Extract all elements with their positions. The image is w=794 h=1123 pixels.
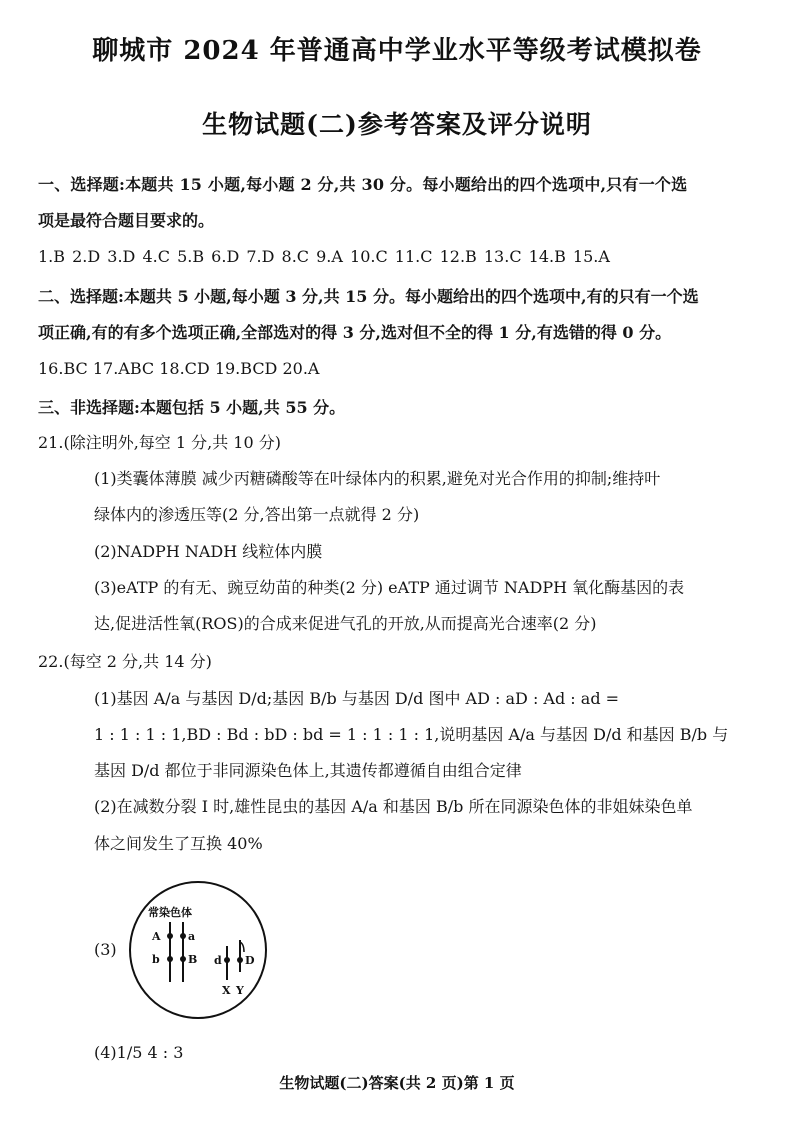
q22-answer-1c: 基因 D/d 都位于非同源染色体上,其遗传都遵循自由组合定律 [94, 761, 522, 780]
gene-B: B [188, 953, 198, 966]
locus-B [180, 956, 186, 962]
section1-heading-cont: 项是最符合题目要求的。 [38, 211, 215, 230]
q22-title: 22.(每空 2 分,共 14 分) [38, 652, 212, 671]
cell-outline [130, 882, 266, 1018]
autosome-label: 常染色体 [148, 906, 192, 919]
q22-answer-2a: (2)在减数分裂 I 时,雄性昆虫的基因 A/a 和基因 B/b 所在同源染色体的非姐妹染色单 [94, 797, 693, 816]
q22-answer-3-label: (3) [94, 940, 117, 959]
section2-heading-cont: 项正确,有的有多个选项正确,全部选对的得 3 分,选对但不全的得 1 分,有选错的得 0 分。 [38, 323, 672, 342]
q21-answer-3b: 达,促进活性氧(ROS)的合成来促进气孔的开放,从而提高光合速率(2 分) [94, 614, 597, 633]
chrom-X-label: X [222, 984, 231, 997]
document-subtitle: 生物试题(二)参考答案及评分说明 [202, 110, 592, 139]
q21-title: 21.(除注明外,每空 1 分,共 10 分) [38, 433, 281, 452]
q21-answer-1b: 绿体内的渗透压等(2 分,答出第一点就得 2 分) [94, 505, 420, 524]
gene-A: A [152, 930, 161, 943]
chrom-Y-label: Y [236, 984, 244, 997]
locus-b [167, 956, 173, 962]
locus-D [237, 957, 243, 963]
q22-answer-1b: 1 : 1 : 1 : 1,BD : Bd : bD : bd = 1 : 1 : 1 : 1,说明基因 A/a 与基因 D/d 和基因 B/b 与 [94, 725, 729, 744]
section1-answers: 1.B 2.D 3.D 4.C 5.B 6.D 7.D 8.C 9.A 10.C 11.C 12.B 13.C 14.B 15.A [38, 247, 610, 266]
q21-answer-3a: (3)eATP 的有无、豌豆幼苗的种类(2 分) eATP 通过调节 NADPH 氧化酶基因的表 [94, 578, 685, 597]
locus-A [167, 933, 173, 939]
section1-heading: 一、选择题:本题共 15 小题,每小题 2 分,共 30 分。每小题给出的四个选项中,只有一个选 [38, 175, 688, 194]
q22-answer-2b: 体之间发生了互换 40% [94, 834, 263, 853]
section2-heading: 二、选择题:本题共 5 小题,每小题 3 分,共 15 分。每小题给出的四个选项中,有的只有一个选 [38, 287, 699, 306]
page-footer: 生物试题(二)答案(共 2 页)第 1 页 [279, 1074, 515, 1092]
document-title: 聊城市 2024 年普通高中学业水平等级考试模拟卷 [92, 36, 702, 66]
q21-answer-1a: (1)类囊体薄膜 减少丙糖磷酸等在叶绿体内的积累,避免对光合作用的抑制;维持叶 [94, 469, 661, 488]
gene-D: D [245, 954, 255, 967]
chromosome-diagram [128, 880, 268, 1020]
locus-d [224, 957, 230, 963]
locus-a [180, 933, 186, 939]
q21-answer-2: (2)NADPH NADH 线粒体内膜 [94, 542, 323, 561]
section2-answers: 16.BC 17.ABC 18.CD 19.BCD 20.A [38, 359, 320, 378]
section3-heading: 三、非选择题:本题包括 5 小题,共 55 分。 [38, 398, 346, 417]
q22-answer-4: (4)1/5 4 : 3 [94, 1043, 184, 1062]
gene-a: a [188, 930, 196, 943]
gene-d: d [214, 954, 222, 967]
q22-answer-1a: (1)基因 A/a 与基因 D/d;基因 B/b 与基因 D/d 图中 AD : aD : Ad : ad = [94, 689, 620, 708]
gene-b: b [152, 953, 160, 966]
